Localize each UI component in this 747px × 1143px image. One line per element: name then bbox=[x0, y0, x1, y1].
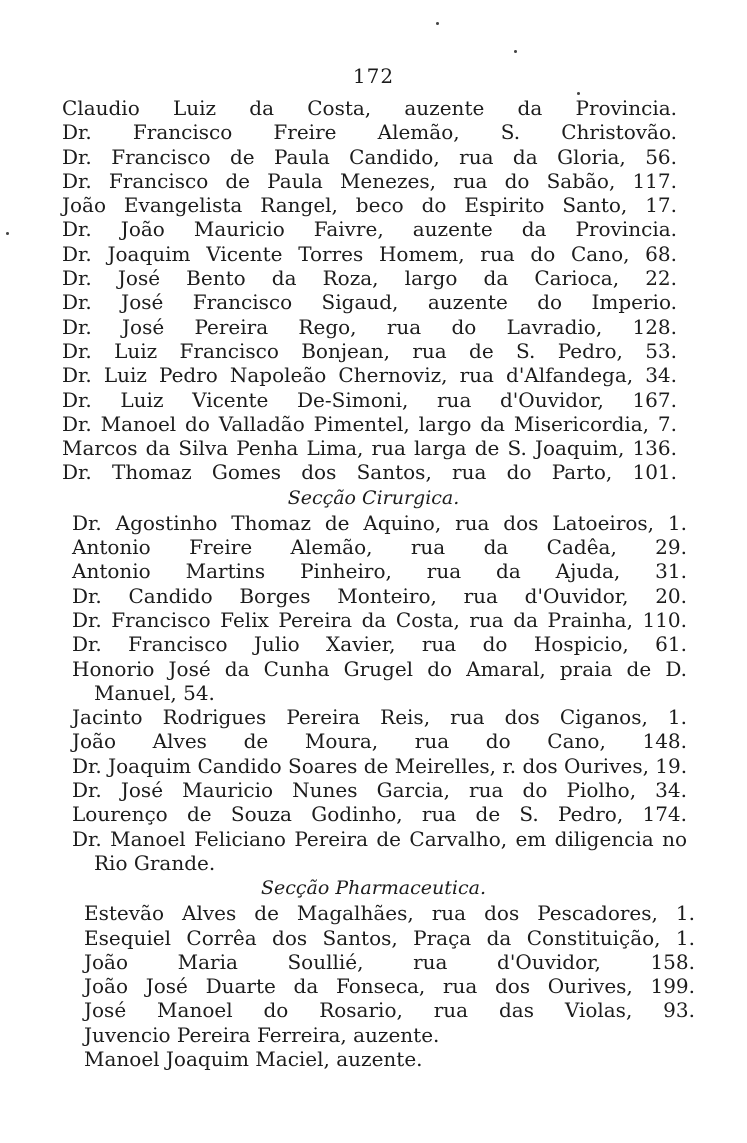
list-entry: Dr. Francisco Felix Pereira da Costa, rua da Prainha, 110. bbox=[72, 607, 687, 632]
paper-speck bbox=[6, 232, 9, 235]
list-entry: João Alves de Moura, rua do Cano, 148. bbox=[72, 729, 687, 754]
list-entry: João Maria Soullié, rua d'Ouvidor, 158. bbox=[84, 949, 695, 974]
list-entry: Dr. Luiz Francisco Bonjean, rua de S. Pedro, 53. bbox=[62, 338, 677, 363]
list-entry: Dr. Manoel Feliciano Pereira de Carvalho, em diligencia no Rio Grande. bbox=[72, 826, 687, 875]
list-entry: Dr. Manoel do Valladão Pimentel, largo da Misericordia, 7. bbox=[62, 411, 677, 436]
list-entry: Dr. Candido Borges Monteiro, rua d'Ouvidor, 20. bbox=[72, 583, 687, 608]
list-entry: Dr. Agostinho Thomaz de Aquino, rua dos Latoeiros, 1. bbox=[72, 510, 687, 535]
page-content bbox=[0, 96, 747, 1071]
list-entry: Jacinto Rodrigues Pereira Reis, rua dos Ciganos, 1. bbox=[72, 705, 687, 730]
list-entry: Estevão Alves de Magalhães, rua dos Pescadores, 1. bbox=[84, 901, 695, 926]
list-entry: Dr. Thomaz Gomes dos Santos, rua do Parto, 101. bbox=[62, 460, 677, 485]
page-number: 172 bbox=[352, 64, 395, 88]
section-heading-pharmaceutica: Secção Pharmaceutica. bbox=[261, 877, 486, 900]
list-entry: Dr. Joaquim Vicente Torres Homem, rua do Cano, 68. bbox=[62, 241, 677, 266]
list-entry: Esequiel Corrêa dos Santos, Praça da Constituição, 1. bbox=[84, 925, 695, 950]
list-entry: Lourenço de Souza Godinho, rua de S. Pedro, 174. bbox=[72, 802, 687, 827]
paper-speck bbox=[577, 92, 580, 95]
list-entry: Marcos da Silva Penha Lima, rua larga de S. Joaquim, 136. bbox=[62, 436, 677, 461]
list-entry: Dr. Francisco Freire Alemão, S. Christovão. bbox=[62, 120, 677, 145]
list-entry: João Evangelista Rangel, beco do Espirito Santo, 17. bbox=[62, 193, 677, 218]
list-entry: Dr. José Francisco Sigaud, auzente do Imperio. bbox=[62, 290, 677, 315]
list-entry: Dr. Joaquim Candido Soares de Meirelles, r. dos Ourives, 19. bbox=[72, 753, 688, 778]
section-medica bbox=[0, 96, 747, 485]
list-entry: Dr. José Bento da Roza, largo da Carioca, 22. bbox=[62, 266, 677, 291]
section-pharmaceutica bbox=[0, 901, 747, 1071]
list-entry: Dr. João Mauricio Faivre, auzente da Provincia. bbox=[62, 217, 677, 242]
list-entry: Dr. José Mauricio Nunes Garcia, rua do Piolho, 34. bbox=[72, 778, 687, 803]
list-entry: Antonio Martins Pinheiro, rua da Ajuda, 31. bbox=[72, 559, 687, 584]
list-entry: Dr. Francisco de Paula Menezes, rua do Sabão, 117. bbox=[62, 168, 677, 193]
list-entry: João José Duarte da Fonseca, rua dos Ourives, 199. bbox=[84, 974, 695, 999]
list-entry: Dr. Francisco Julio Xavier, rua do Hospicio, 61. bbox=[72, 632, 687, 657]
list-entry: Dr. Francisco de Paula Candido, rua da Gloria, 56. bbox=[62, 144, 677, 169]
list-entry: Antonio Freire Alemão, rua da Cadêa, 29. bbox=[72, 535, 687, 560]
list-entry: José Manoel do Rosario, rua das Violas, 93. bbox=[84, 998, 695, 1023]
list-entry: Claudio Luiz da Costa, auzente da Provincia. bbox=[62, 96, 677, 120]
section-heading-cirurgica: Secção Cirurgica. bbox=[287, 486, 460, 509]
list-entry: Manoel Joaquim Maciel, auzente. bbox=[84, 1046, 423, 1071]
list-entry: Dr. José Pereira Rego, rua do Lavradio, 128. bbox=[62, 314, 677, 339]
list-entry: Dr. Luiz Pedro Napoleão Chernoviz, rua d'Alfandega, 34. bbox=[62, 363, 677, 388]
paper-speck bbox=[436, 22, 439, 25]
list-entry: Honorio José da Cunha Grugel do Amaral, praia de D. Manuel, 54. bbox=[72, 656, 687, 705]
paper-speck bbox=[514, 50, 517, 53]
list-entry: Dr. Luiz Vicente De-Simoni, rua d'Ouvidor, 167. bbox=[62, 387, 677, 412]
section-cirurgica bbox=[0, 511, 747, 875]
list-entry: Juvencio Pereira Ferreira, auzente. bbox=[84, 1022, 440, 1047]
